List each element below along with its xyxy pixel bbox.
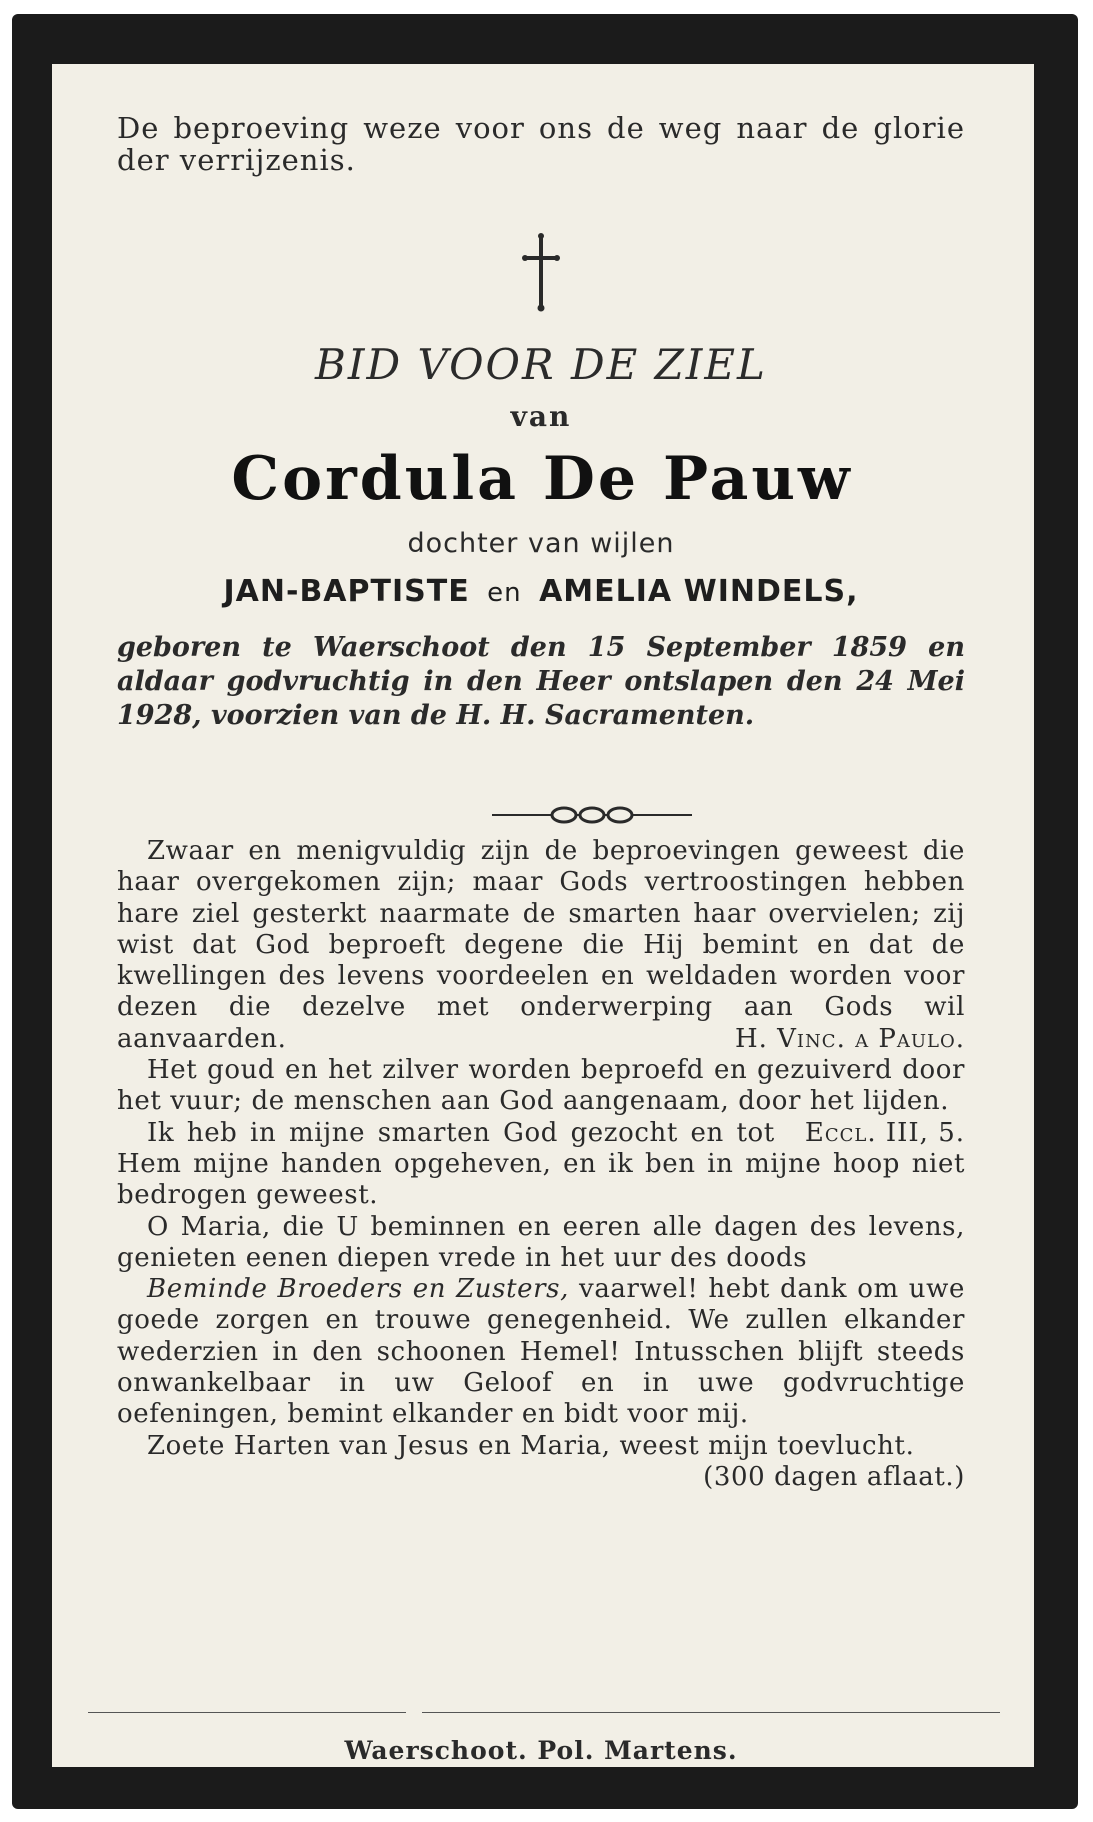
cross-icon (522, 232, 560, 312)
footer-rule (88, 1712, 1000, 1714)
footer-rule-right (422, 1712, 1000, 1713)
mother-name: AMELIA WINDELS, (539, 574, 859, 609)
paragraph-2 (117, 1055, 965, 1148)
memorial-card (52, 64, 1034, 1767)
parents-line (117, 574, 965, 609)
paragraph-6 (117, 1430, 965, 1492)
indulgence-note: (300 dagen aflaat.) (703, 1461, 965, 1492)
paragraph-5-text: vaarwel! hebt dank om uwe goede zorgen en trouwe genegenheid. We zullen elkander wederzien in den schoonen Hemel! Intusschen blijft steeds onwankelbaar in uw Geloof en in uwe godvruchtige oefeningen, bemint elkander en bidt voor mij. (117, 1274, 965, 1430)
parents-conjunction: en (487, 578, 522, 608)
paragraph-1 (117, 836, 965, 1055)
paragraph-1-text: Zwaar en menigvuldig zijn de beproevingen geweest die haar overgekomen zijn; maar Gods vertroostingen hebben hare ziel gesterkt naarmate de smarten haar overvielen; zij wist dat God beproeft degene die Hij bemint en dat de kwellingen des levens voordeelen en weldaden worden voor dezen die dezelve met onderwerping aan Gods wil aanvaarden. (117, 836, 965, 1054)
paragraph-1-source: H. Vinc. a Paulo. (734, 1023, 965, 1054)
father-name: JAN-BAPTISTE (223, 574, 470, 609)
paragraph-5 (117, 1274, 965, 1430)
memorial-card-border (12, 14, 1078, 1809)
birth-death-statement: geboren te Waerschoot den 15 September 1859 en aldaar godvruchtig in den Heer ontslapen den 24 Mei 1928, voorzien van de H. H. Sacramenten. (117, 632, 965, 731)
paragraph-2-text: Het goud en het zilver worden beproefd en gezuiverd door het vuur; de menschen aan God aangenaam, door het lijden. (117, 1055, 965, 1117)
motto: De beproeving weze voor ons de weg naar de glorie der verrijzenis. (117, 111, 965, 177)
van-label: van (510, 400, 572, 433)
daughter-of-label: dochter van wijlen (407, 528, 675, 559)
printer-imprint: Waerschoot. Pol. Martens. (344, 1736, 738, 1765)
paragraph-2-source: Eccl. III, 5. (804, 1117, 965, 1148)
divider-ornament (492, 804, 692, 826)
deceased-name: Cordula De Pauw (231, 444, 853, 514)
prayer-heading: BID VOOR DE ZIEL (315, 340, 767, 389)
memorial-text (117, 836, 965, 1493)
paragraph-6-text: Zoete Harten van Jesus en Maria, weest mijn toevlucht. (147, 1430, 915, 1461)
paragraph-3: Ik heb in mijne smarten God gezocht en tot Hem mijne handen opgeheven, en ik ben in mijne hoop niet bedrogen geweest. (117, 1117, 965, 1211)
paragraph-5-address: Beminde Broeders en Zusters, (147, 1274, 569, 1305)
footer-rule-left (88, 1712, 406, 1713)
paragraph-4: O Maria, die U beminnen en eeren alle dagen des levens, genieten eenen diepen vrede in het uur des doods (117, 1211, 965, 1273)
